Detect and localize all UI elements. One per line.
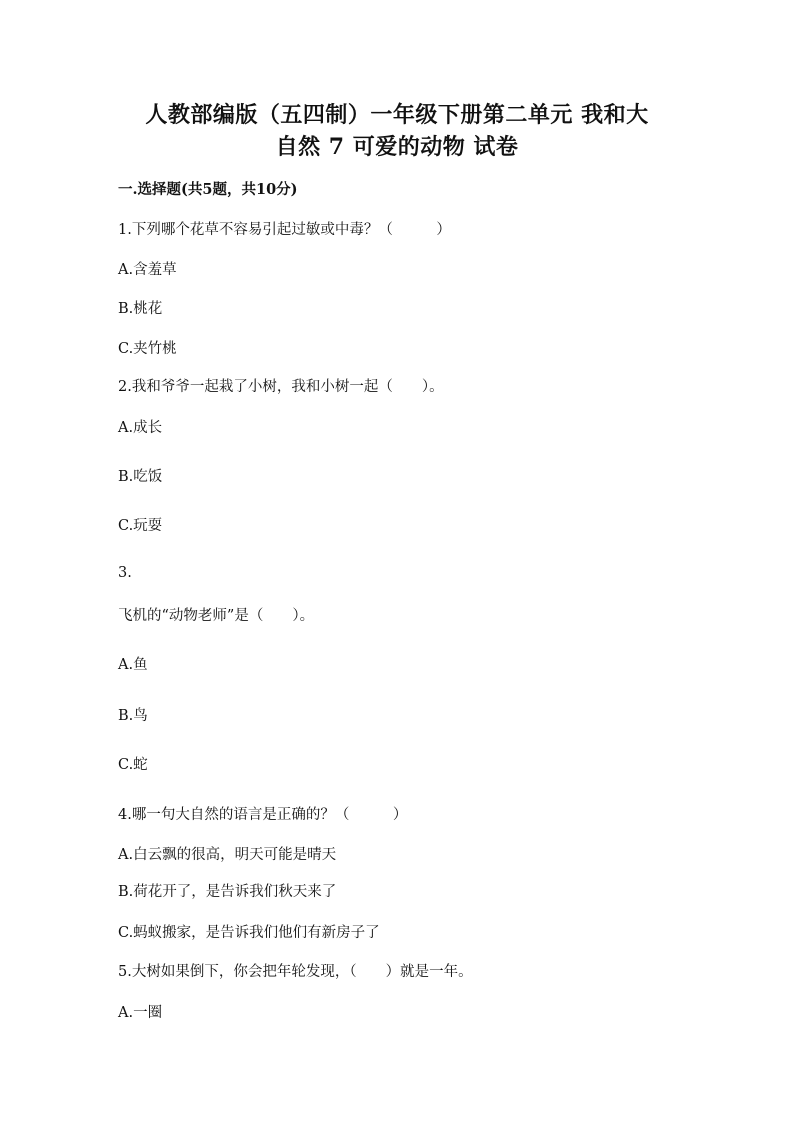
question-3-option-b: B.鸟: [118, 708, 148, 724]
question-1-option-c: C.夹竹桃: [118, 341, 177, 357]
question-4-option-c: C.蚂蚁搬家，是告诉我们他们有新房子了: [118, 925, 380, 941]
question-3-stem: 飞机的“动物老师”是（ ）。: [118, 608, 315, 624]
question-1-stem: 1.下列哪个花草不容易引起过敏或中毒？（ ）: [118, 222, 451, 238]
question-2-option-a: A.成长: [118, 420, 163, 436]
question-1-option-b: B.桃花: [118, 301, 163, 317]
question-5-stem: 5.大树如果倒下，你会把年轮发现，（ ）就是一年。: [118, 964, 473, 980]
page-title-line-1: 人教部编版（五四制）一年级下册第二单元 我和大: [145, 102, 649, 128]
question-5-option-a: A.一圈: [118, 1005, 163, 1021]
question-1-option-a: A.含羞草: [118, 262, 177, 278]
question-4-option-a: A.白云飘的很高，明天可能是晴天: [118, 847, 337, 863]
question-4-stem: 4.哪一句大自然的语言是正确的？（ ）: [118, 807, 408, 823]
question-3-number: 3.: [118, 565, 132, 581]
question-2-option-b: B.吃饭: [118, 469, 163, 485]
question-4-option-b: B.荷花开了，是告诉我们秋天来了: [118, 884, 337, 900]
question-2-stem: 2.我和爷爷一起栽了小树，我和小树一起（ ）。: [118, 379, 444, 395]
question-3-option-c: C.蛇: [118, 757, 148, 773]
section-heading: 一.选择题(共5题，共10分): [118, 181, 298, 198]
question-3-option-a: A.鱼: [118, 657, 148, 673]
question-2-option-c: C.玩耍: [118, 518, 163, 534]
page-title-line-2: 自然 7 可爱的动物 试卷: [275, 134, 519, 160]
